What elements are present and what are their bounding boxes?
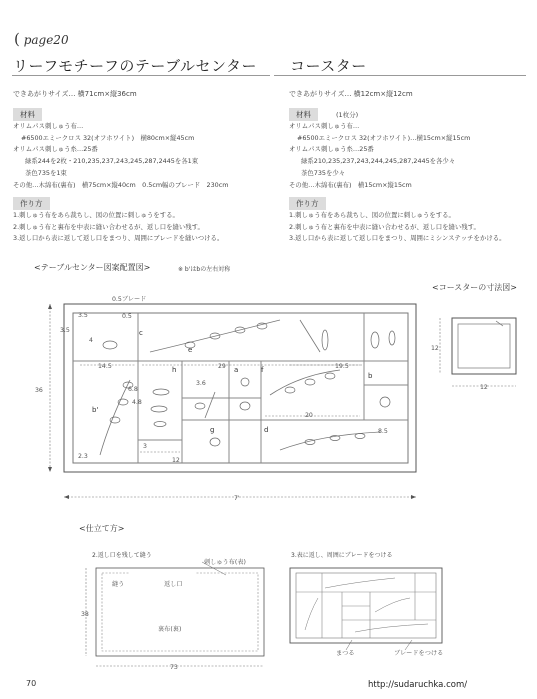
section-letter: d — [264, 426, 269, 434]
right-method-step: 3.返し口から表に返して返し口をまつり、周囲にミシンステッチをかける。 — [289, 234, 506, 243]
left-size-line: できあがりサイズ… 横71cm×縦36cm — [13, 90, 137, 98]
left-material-line: 茶色735を1束 — [25, 168, 67, 177]
right-method-step: 2.刺しゅう布と裏布を中表に縫い合わせるが、返し口を縫い残す。 — [289, 222, 480, 231]
dim-label: 4 — [89, 337, 93, 344]
right-material-line: オリムパス刺しゅう布… — [289, 122, 360, 130]
section-letter: c — [139, 329, 143, 337]
right-size-line: できあがりサイズ… 横12cm×縦12cm — [289, 90, 413, 98]
dim-label: 19.5 — [335, 363, 349, 370]
dim-label: 3.5 — [78, 312, 88, 319]
right-materials-note: (1枚分) — [336, 111, 359, 119]
dim-label: 3 — [143, 443, 147, 450]
step2-title: 2.返し口を残して縫う — [92, 552, 152, 559]
label-opening: 返し口 — [164, 581, 183, 588]
table-center-diagram-note: ※ b'はbの左右対称 — [178, 266, 231, 273]
right-method-heading: 作り方 — [289, 197, 326, 210]
right-material-line: #6500エミークロス 32(オフホワイト)…横15cm×縦15cm — [297, 133, 471, 142]
dim-label: 38 — [81, 611, 89, 618]
dim-label: 12 — [172, 457, 180, 464]
dim-label: 29 — [218, 363, 226, 370]
left-method-step: 2.刺しゅう布と裏布を中表に縫い合わせるが、返し口を縫い残す。 — [13, 222, 204, 231]
assembly-heading: <仕立て方> — [79, 524, 125, 533]
braid-label: 0.5ブレード — [112, 296, 147, 303]
left-material-line: オリムパス刺しゅう糸…25番 — [13, 145, 98, 154]
left-materials-heading: 材料 — [13, 108, 42, 121]
section-letter: a — [234, 366, 239, 374]
right-title: コースター — [290, 57, 367, 75]
left-material-line: オリムパス刺しゅう布… — [13, 122, 84, 130]
dim-label: 14.5 — [98, 363, 112, 370]
dim-label: 0.5 — [122, 313, 132, 320]
section-letter: b — [368, 372, 373, 380]
left-method-step: 1.刺しゅう布をあら裁ちし、図の位置に刺しゅうをする。 — [13, 211, 179, 219]
dim-label: 20 — [305, 412, 313, 419]
page-number: 70 — [26, 679, 37, 688]
coaster-dim-label: 12 — [480, 384, 488, 391]
dim-label: 3.6 — [196, 380, 206, 387]
right-material-line: その他…木綿布(裏布) 横15cm×縦15cm — [289, 180, 412, 189]
label-backing: 裏布(裏) — [158, 626, 182, 633]
dim-label: 7' — [234, 495, 240, 502]
dim-label: 2.3 — [78, 453, 88, 460]
section-letter: e — [188, 346, 193, 354]
left-method-step: 3.返し口から表に返して返し口をまつり、周囲にブレードを縫いつける。 — [13, 234, 224, 243]
dim-label: 8.5 — [378, 428, 388, 435]
left-material-line: #6500エミークロス 32(オフホワイト) 横80cm×縦45cm — [21, 133, 195, 142]
coaster-dim-label: 12 — [431, 345, 439, 352]
left-title: リーフモチーフのテーブルセンター — [13, 57, 257, 75]
section-letter: g — [210, 426, 215, 434]
left-method-heading: 作り方 — [13, 197, 50, 210]
section-letter: f — [261, 366, 264, 374]
label-whip-stitch: まつる — [336, 650, 355, 657]
page-label: ( page20 — [14, 30, 69, 48]
right-material-line: 緑系210,235,237,243,244,245,287,2445を各少々 — [301, 157, 456, 166]
left-material-line: その他…木綿布(裏布) 横75cm×縦40cm 0.5cm幅のブレード 230cm — [13, 180, 229, 189]
dim-label: 4.8 — [132, 399, 142, 406]
right-materials-heading: 材料 — [289, 108, 318, 121]
watermark-url: http://sudaruchka.com/ — [368, 680, 468, 690]
coaster-diagram-heading: <コースターの寸法図> — [432, 283, 518, 292]
label-embroidery-cloth: 刺しゅう布(表) — [204, 559, 246, 566]
dim-label: 73 — [170, 664, 178, 671]
section-letter: h — [172, 366, 177, 374]
section-letter: b' — [92, 406, 99, 414]
dim-label: 36 — [35, 387, 43, 394]
dim-label: 6.8 — [128, 386, 138, 393]
dim-label: 3.5 — [60, 327, 70, 334]
right-material-line: オリムパス刺しゅう糸…25番 — [289, 145, 374, 154]
right-material-line: 茶色735を少々 — [301, 168, 346, 177]
label-sew: 縫う — [112, 581, 125, 588]
table-center-diagram-heading: <テーブルセンター図案配置図> — [34, 263, 151, 272]
label-attach-braid: ブレードをつける — [394, 650, 444, 657]
step3-title: 3.表に返し、周囲にブレードをつける — [291, 552, 393, 559]
left-material-line: 緑系244を2枚・210,235,237,243,245,287,2445を各1束 — [25, 157, 199, 166]
right-method-step: 1.刺しゅう布をあら裁ちし、図の位置に刺しゅうをする。 — [289, 211, 455, 219]
